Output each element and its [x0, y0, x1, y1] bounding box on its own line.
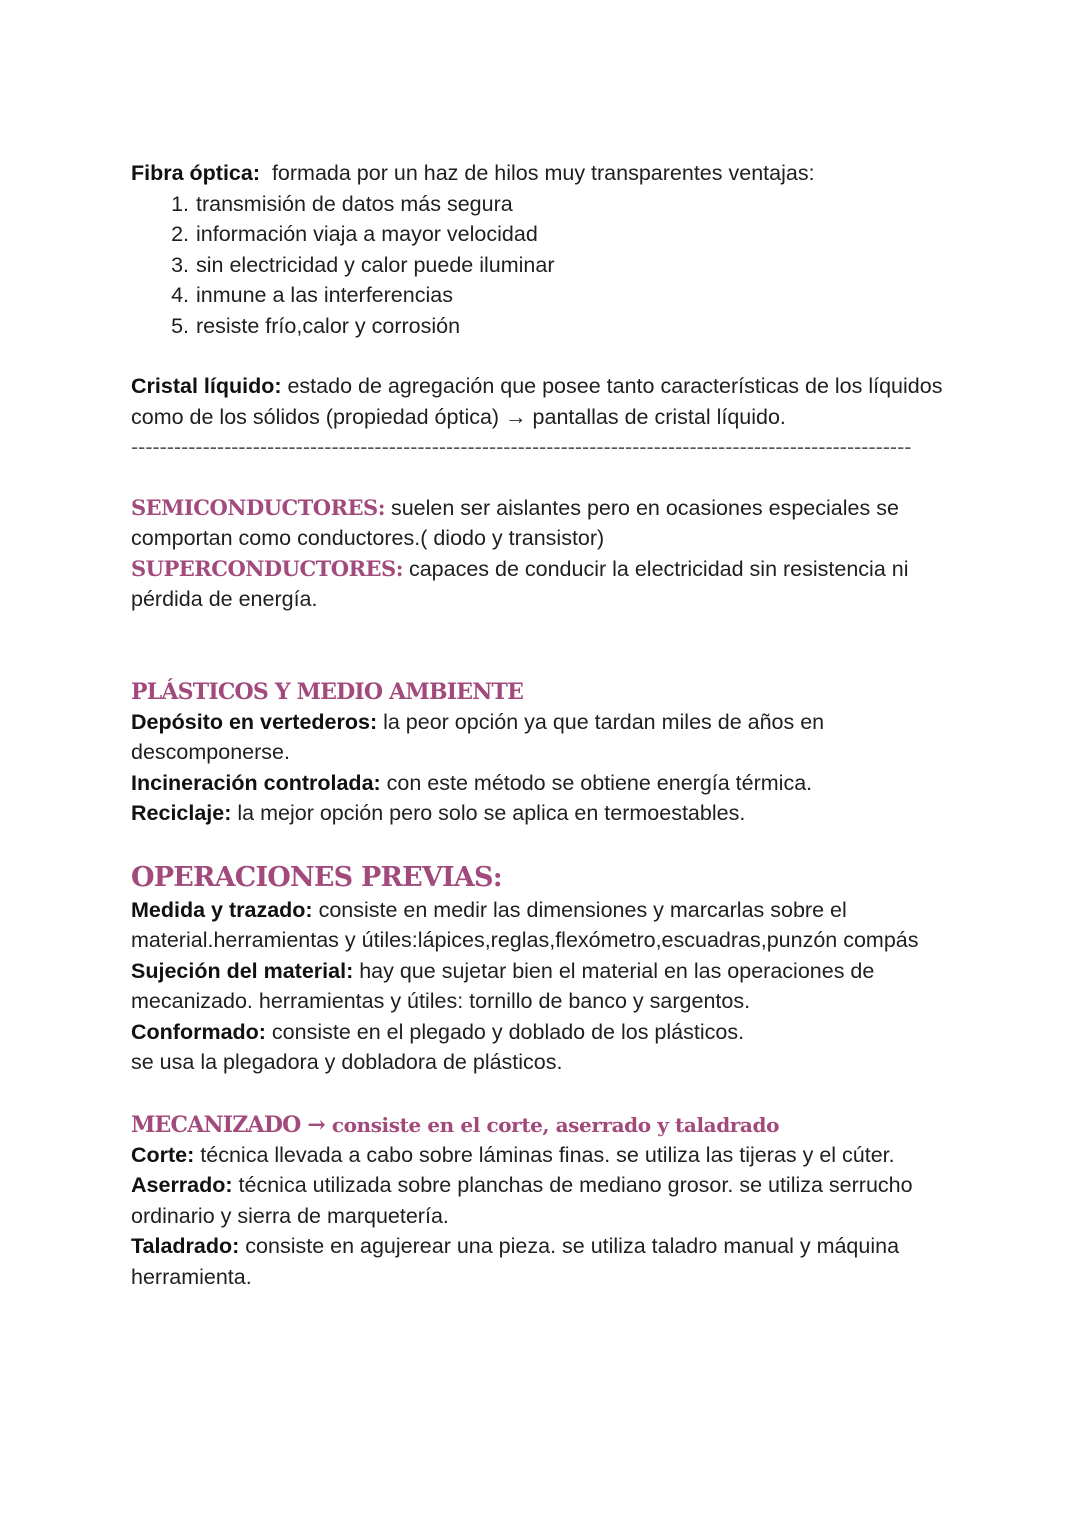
- list-item: 2. información viaja a mayor velocidad: [195, 219, 961, 250]
- operaciones-desc: consiste en medir las dimensiones y marcarlas sobre el material.herramientas y útiles:lápices,reglas,flexómetro,escuadras,punzón compás: [131, 897, 919, 952]
- mecanizado-desc: técnica utilizada sobre planchas de mediano grosor. se utiliza serrucho ordinario y sierra de marquetería.: [131, 1173, 913, 1228]
- mecanizado-item: [131, 1170, 961, 1231]
- mecanizado-subheading: consiste en el corte, aserrado y taladrado: [331, 1112, 780, 1137]
- semiconductores-term: SEMICONDUCTORES:: [131, 494, 385, 520]
- list-item: 1. transmisión de datos más segura: [195, 189, 961, 220]
- mecanizado-term: Corte:: [131, 1142, 195, 1167]
- superconductores-term: SUPERCONDUCTORES:: [131, 555, 403, 581]
- cristal-term: Cristal líquido:: [131, 374, 282, 398]
- plasticos-heading: PLÁSTICOS Y MEDIO AMBIENTE: [131, 678, 524, 705]
- cristal-paragraph: [131, 371, 961, 432]
- plasticos-term: Depósito en vertederos:: [131, 709, 378, 734]
- mecanizado-item: [131, 1140, 961, 1171]
- list-item: 5. resiste frío,calor y corrosión: [195, 311, 961, 342]
- mecanizado-desc: consiste en agujerear una pieza. se utiliza taladro manual y máquina herramienta.: [131, 1234, 900, 1289]
- fibra-advantages-list: [131, 189, 961, 342]
- operaciones-desc: consiste en el plegado y doblado de los plásticos.: [265, 1019, 745, 1044]
- operaciones-heading: OPERACIONES PREVIAS:: [131, 861, 502, 893]
- document-page: [131, 158, 961, 1292]
- mecanizado-item: [131, 1231, 961, 1292]
- semiconductores-desc: suelen ser aislantes pero en ocasiones especiales se comportan como conductores.( diodo y transistor): [131, 495, 899, 550]
- plasticos-desc: la peor opción ya que tardan miles de años en descomponerse.: [131, 709, 825, 764]
- superconductores-desc: capaces de conducir la electricidad sin resistencia ni pérdida de energía.: [131, 556, 909, 611]
- operaciones-item: [131, 895, 961, 956]
- operaciones-desc: hay que sujetar bien el material en las operaciones de mecanizado. herramientas y útiles: tornillo de banco y sargentos.: [131, 958, 875, 1013]
- cristal-desc: estado de agregación que posee tanto características de los líquidos como de los sólidos (propiedad óptica) → pantallas de cristal líquido.: [131, 374, 943, 429]
- operaciones-item: [131, 1017, 961, 1048]
- mecanizado-heading-line: [131, 1110, 961, 1140]
- plasticos-desc: la mejor opción pero solo se aplica en termoestables.: [231, 801, 746, 825]
- mecanizado-desc: técnica llevada a cabo sobre láminas finas. se utiliza las tijeras y el cúter.: [194, 1142, 895, 1167]
- plasticos-term: Incineración controlada:: [131, 770, 381, 795]
- superconductores-paragraph: [131, 554, 961, 615]
- operaciones-term: Conformado:: [131, 1019, 266, 1044]
- list-item: 4. inmune a las interferencias: [195, 280, 961, 311]
- list-item: 3. sin electricidad y calor puede iluminar: [195, 250, 961, 281]
- operaciones-term: Sujeción del material:: [131, 958, 354, 983]
- plasticos-desc: con este método se obtiene energía térmica.: [380, 770, 813, 795]
- mecanizado-term: Aserrado:: [131, 1173, 233, 1197]
- mecanizado-term: Taladrado:: [131, 1234, 240, 1258]
- fibra-paragraph: [131, 158, 961, 189]
- semiconductores-paragraph: [131, 493, 961, 554]
- operaciones-extra: se usa la plegadora y dobladora de plásticos.: [131, 1050, 563, 1074]
- plasticos-item: [131, 707, 961, 768]
- fibra-term: Fibra óptica:: [131, 161, 261, 185]
- operaciones-term: Medida y trazado:: [131, 897, 313, 922]
- dashed-separator: -------------------------------------------------------------------------------------------------------------: [131, 435, 911, 459]
- operaciones-item: [131, 956, 961, 1017]
- plasticos-term: Reciclaje:: [131, 801, 232, 825]
- plasticos-item: [131, 768, 961, 799]
- fibra-desc: formada por un haz de hilos muy transparentes ventajas:: [260, 161, 815, 185]
- plasticos-item: [131, 798, 961, 829]
- mecanizado-heading: MECANIZADO: [131, 1111, 301, 1138]
- arrow-icon: →: [300, 1111, 332, 1138]
